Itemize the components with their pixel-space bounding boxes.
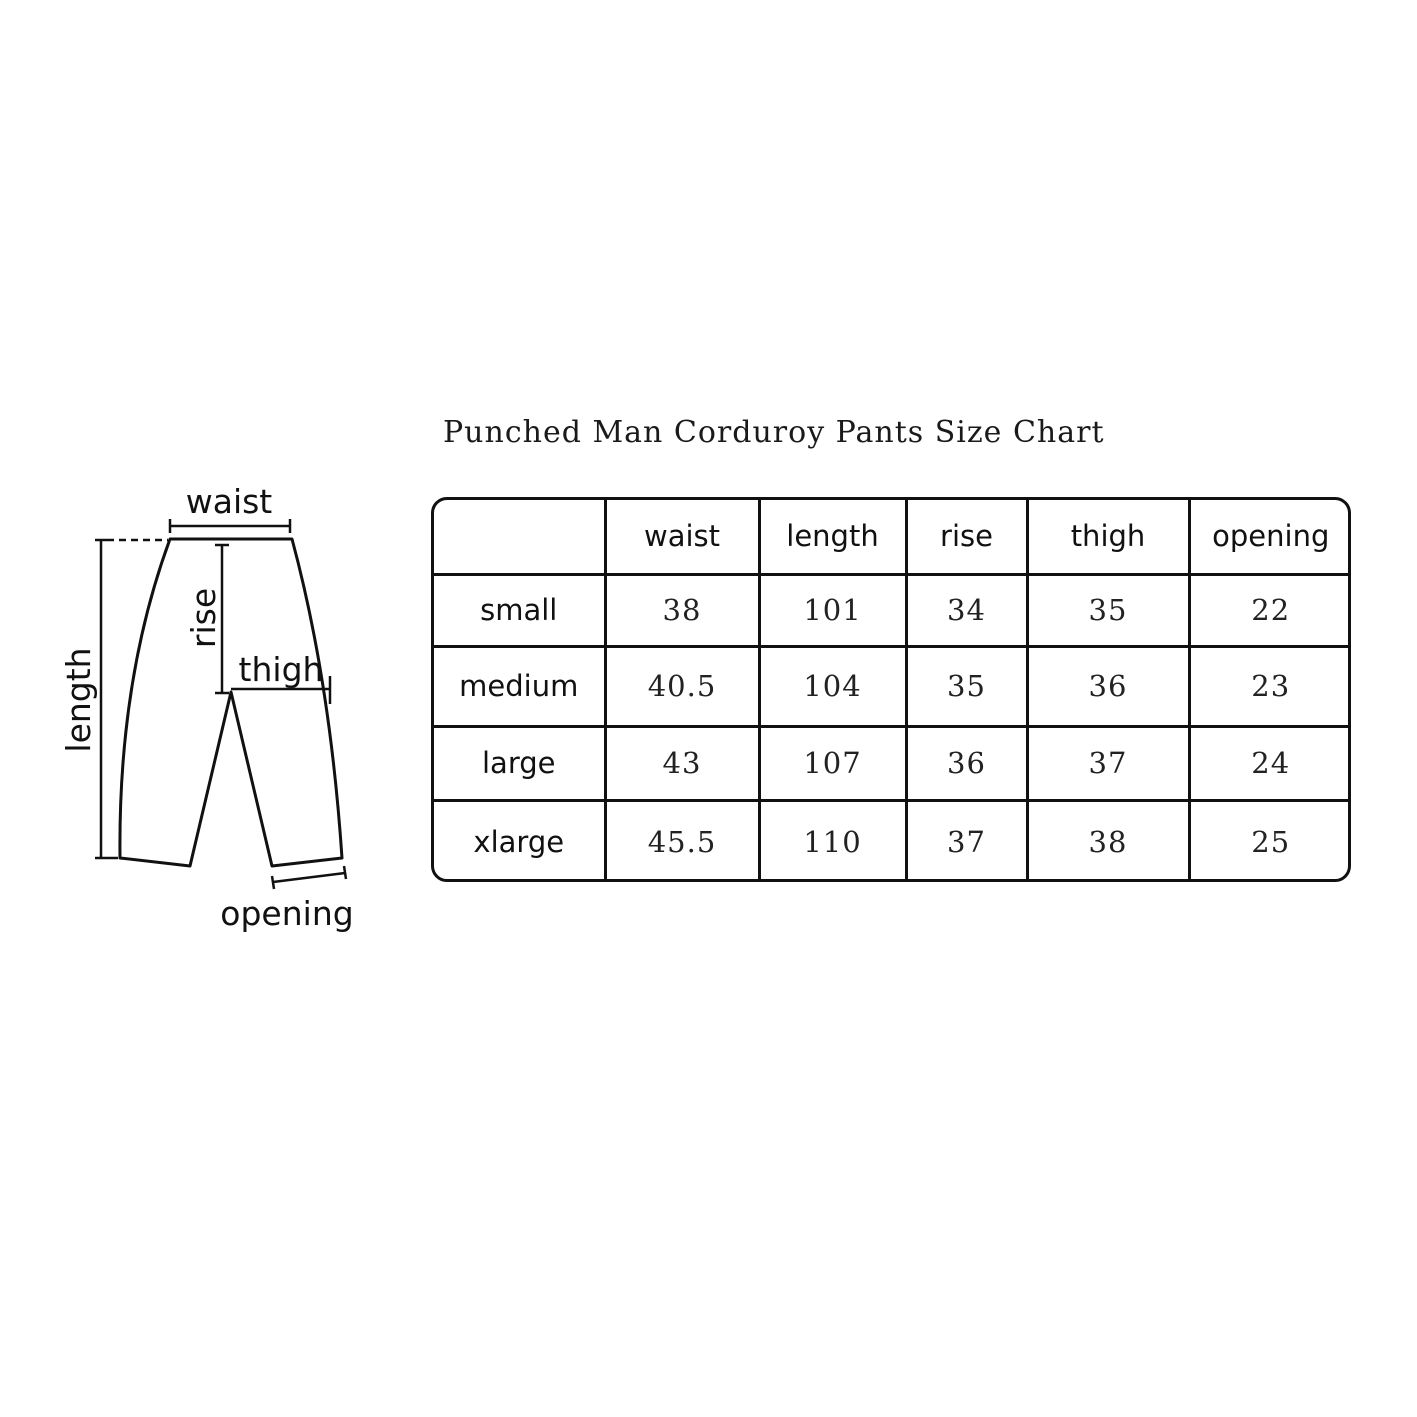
column-header-length: length [759, 500, 906, 574]
diagram-label-thigh: thigh [238, 650, 324, 689]
table-cell: 24 [1189, 726, 1351, 800]
column-header-waist: waist [605, 500, 759, 574]
column-header-rise: rise [906, 500, 1027, 574]
table-cell: 36 [1027, 646, 1189, 726]
size-chart-table-container [431, 497, 1351, 882]
table-cell: 25 [1189, 800, 1351, 882]
page-title: Punched Man Corduroy Pants Size Chart [443, 415, 1105, 450]
table-cell: 110 [759, 800, 906, 882]
table-cell: 22 [1189, 574, 1351, 646]
table-cell: 23 [1189, 646, 1351, 726]
table-cell: 38 [1027, 800, 1189, 882]
pants-measurement-diagram [0, 470, 400, 950]
size-chart-table [434, 500, 1351, 882]
row-label-xlarge: xlarge [434, 800, 605, 882]
table-cell: 35 [1027, 574, 1189, 646]
table-cell: 34 [906, 574, 1027, 646]
table-cell: 37 [906, 800, 1027, 882]
table-corner-cell [434, 500, 605, 574]
table-cell: 104 [759, 646, 906, 726]
column-header-thigh: thigh [1027, 500, 1189, 574]
table-cell: 101 [759, 574, 906, 646]
row-label-large: large [434, 726, 605, 800]
pants-left-outline [120, 539, 342, 866]
table-cell: 36 [906, 726, 1027, 800]
row-label-medium: medium [434, 646, 605, 726]
column-header-opening: opening [1189, 500, 1351, 574]
table-header-row [434, 500, 1351, 574]
diagram-label-rise: rise [184, 587, 223, 649]
table-cell: 38 [605, 574, 759, 646]
table-row [434, 646, 1351, 726]
table-cell: 37 [1027, 726, 1189, 800]
table-row [434, 800, 1351, 882]
table-row [434, 726, 1351, 800]
table-row [434, 574, 1351, 646]
table-cell: 107 [759, 726, 906, 800]
row-label-small: small [434, 574, 605, 646]
opening-measure-line [273, 873, 345, 882]
diagram-label-opening: opening [220, 894, 354, 933]
table-cell: 35 [906, 646, 1027, 726]
table-cell: 43 [605, 726, 759, 800]
table-cell: 45.5 [605, 800, 759, 882]
table-cell: 40.5 [605, 646, 759, 726]
diagram-label-length: length [59, 647, 98, 753]
diagram-label-waist: waist [185, 482, 273, 521]
